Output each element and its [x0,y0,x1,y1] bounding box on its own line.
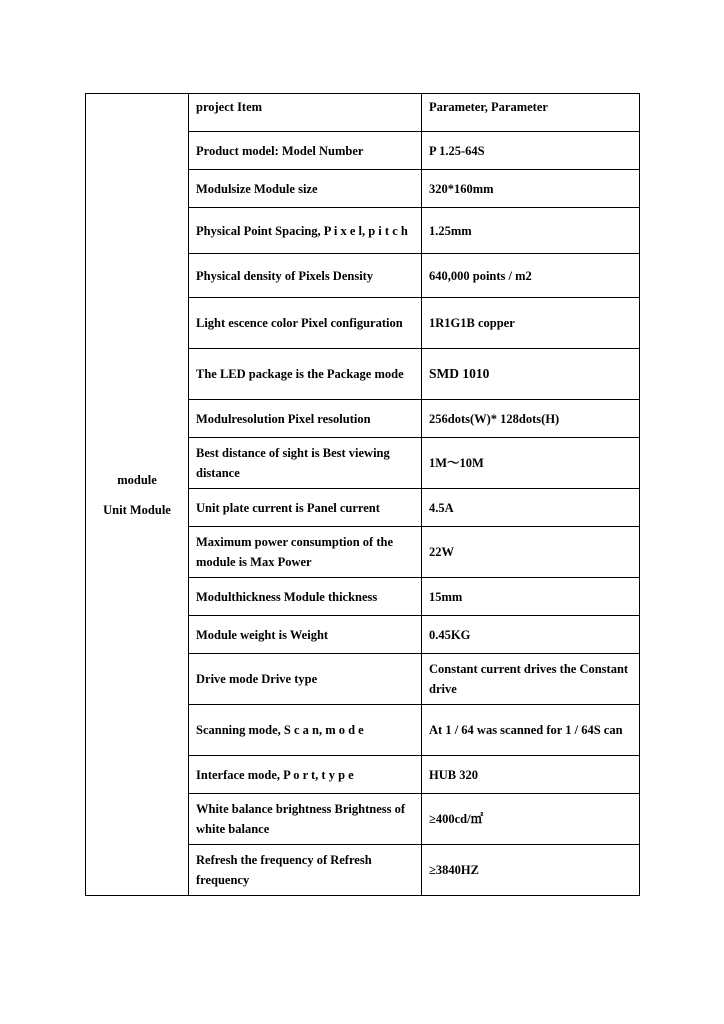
row-value: Constant current drives the Constant drive [422,654,640,705]
row-item: Modulthickness Module thickness [189,578,422,616]
row-item: Refresh the frequency of Refresh frequency [189,845,422,896]
row-value: 22W [422,527,640,578]
row-value: 256dots(W)* 128dots(H) [422,400,640,438]
row-item: Interface mode, P o r t, t y p e [189,756,422,794]
row-item: Light escence color Pixel configuration [189,298,422,349]
row-item: Physical Point Spacing, P i x e l, p i t c h [189,208,422,254]
row-item: Modulresolution Pixel resolution [189,400,422,438]
row-item: Modulsize Module size [189,170,422,208]
row-value: 15mm [422,578,640,616]
row-value: P 1.25-64S [422,132,640,170]
row-value: SMD 1010 [422,349,640,400]
spec-table [85,93,640,896]
row-item: Physical density of Pixels Density [189,254,422,298]
row-item: Product model: Model Number [189,132,422,170]
group-label-module: module [117,472,157,487]
row-value: 0.45KG [422,616,640,654]
row-item: Best distance of sight is Best viewing distance [189,438,422,489]
row-value: 4.5A [422,489,640,527]
row-item: Maximum power consumption of the module is Max Power [189,527,422,578]
header-value: Parameter, Parameter [422,94,640,132]
table-header-row [86,94,640,132]
row-value: 640,000 points / m2 [422,254,640,298]
group-label-unit-module: Unit Module [103,502,171,517]
row-item: Drive mode Drive type [189,654,422,705]
row-value: ≥3840HZ [422,845,640,896]
row-value: 1.25mm [422,208,640,254]
row-value: 1R1G1B copper [422,298,640,349]
row-value: HUB 320 [422,756,640,794]
row-item: Unit plate current is Panel current [189,489,422,527]
row-value: At 1 / 64 was scanned for 1 / 64S can [422,705,640,756]
row-value: ≥400cd/㎡ [422,794,640,845]
row-item: Module weight is Weight [189,616,422,654]
header-item: project Item [189,94,422,132]
row-item: The LED package is the Package mode [189,349,422,400]
row-item: Scanning mode, S c a n, m o d e [189,705,422,756]
row-value: 320*160mm [422,170,640,208]
group-cell [86,94,189,896]
row-value: 1M～10M [422,438,640,489]
row-item: White balance brightness Brightness of white balance [189,794,422,845]
